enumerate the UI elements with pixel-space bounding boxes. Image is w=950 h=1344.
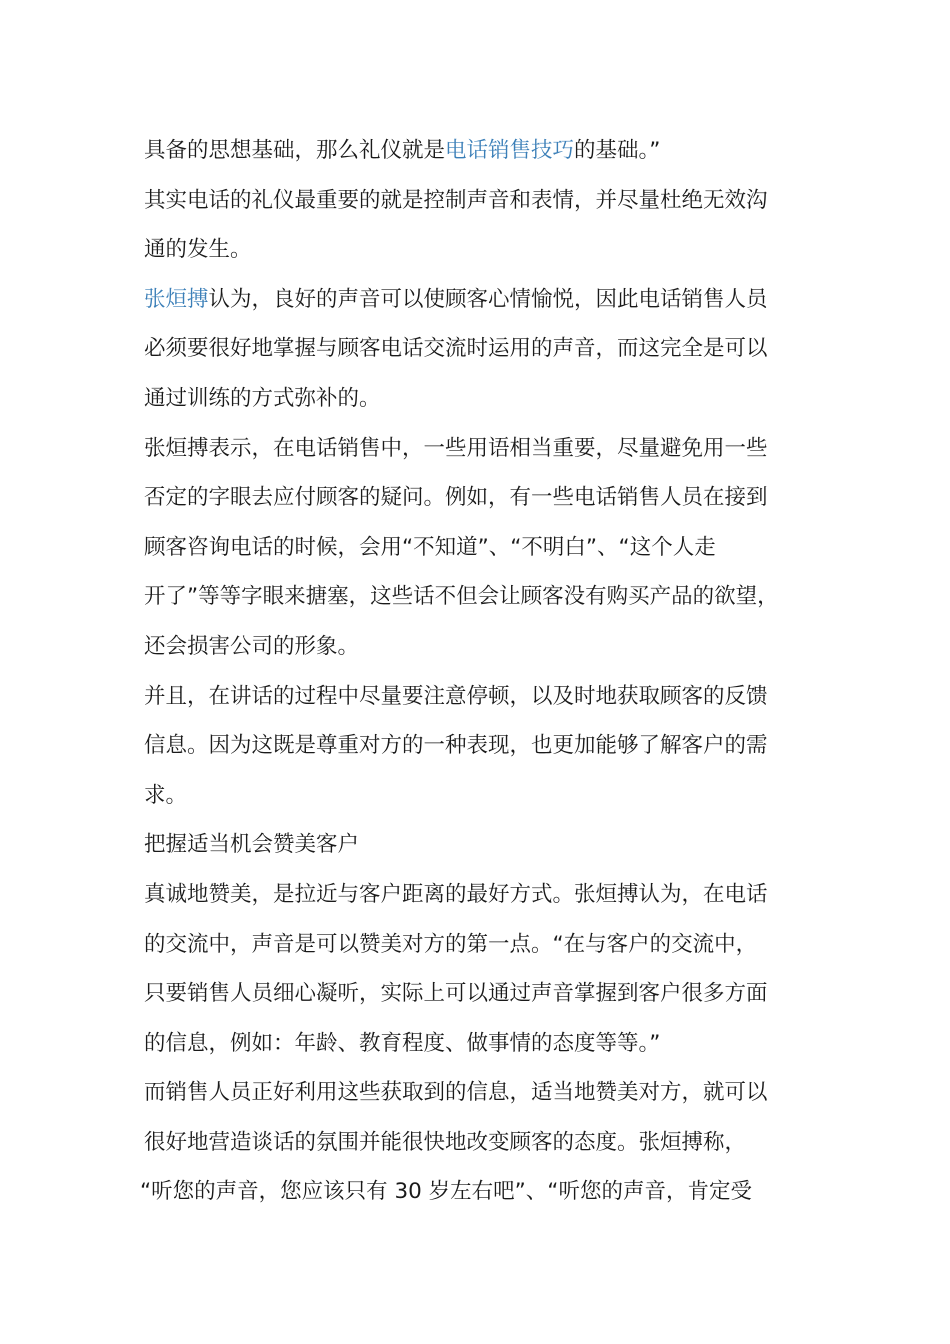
document-body	[140, 126, 809, 1217]
text-line-13	[144, 721, 809, 771]
text-line-18	[144, 969, 809, 1019]
line-text: 信息。因为这既是尊重对方的一种表现，也更加能够了解客户的需	[144, 733, 768, 759]
link-phone-sales-skills[interactable]: 电话销售技巧	[445, 138, 575, 163]
text-line-6	[144, 374, 809, 424]
text-line-8	[144, 473, 809, 523]
text-line-16	[144, 870, 809, 920]
link-zhang-xuanbo[interactable]: 张烜搏	[144, 286, 209, 312]
line-text: 通的发生。	[144, 237, 252, 263]
text-line-17	[144, 920, 809, 970]
line-text: 并且，在讲话的过程中尽量要注意停顿，以及时地获取顾客的反馈	[144, 683, 768, 709]
line-text: 必须要很好地掌握与顾客电话交流时运用的声音，而这完全是可以	[144, 336, 768, 362]
text-line-5	[144, 324, 809, 374]
text-line-20	[144, 1068, 809, 1118]
line-text: 求。	[144, 782, 188, 808]
heading-text: 把握适当机会赞美客户	[144, 832, 360, 858]
line-text: 其实电话的礼仪最重要的就是控制声音和表情，并尽量杜绝无效沟	[144, 187, 768, 213]
line-text: 真诚地赞美，是拉近与客户距离的最好方式。张烜搏认为，在电话	[144, 881, 768, 907]
text-line-12	[144, 672, 809, 722]
line-text: 而销售人员正好利用这些获取到的信息，适当地赞美对方，就可以	[144, 1080, 768, 1106]
text-line-9	[144, 523, 809, 573]
line-text: 开了”等等字眼来搪塞，这些话不但会让顾客没有购买产品的欲望，	[144, 584, 779, 610]
text-line-7	[144, 424, 809, 474]
text-line-4	[144, 275, 809, 325]
text-line-10	[144, 572, 809, 622]
line-text: 很好地营造谈话的氛围并能很快地改变顾客的态度。张烜搏称，	[144, 1129, 747, 1155]
text-line-3	[144, 225, 809, 275]
line-text: 通过训练的方式弥补的。	[144, 385, 381, 411]
line-text: 顾客咨询电话的时候，会用“不知道”、“不明白”、“这个人走	[144, 534, 716, 560]
line-text: 认为，良好的声音可以使顾客心情愉悦，因此电话销售人员	[208, 286, 768, 312]
text-line-1	[144, 126, 809, 176]
line-text: 否定的字眼去应付顾客的疑问。例如，有一些电话销售人员在接到	[144, 485, 768, 511]
text-line-14	[144, 771, 809, 821]
text-line-19	[144, 1019, 809, 1069]
line-text: 还会损害公司的形象。	[144, 633, 360, 659]
line-text: 具备的思想基础，那么礼仪就是	[144, 138, 446, 163]
text-line-22	[140, 1167, 809, 1217]
line-text: 的交流中，声音是可以赞美对方的第一点。“在与客户的交流中，	[144, 931, 758, 957]
line-text: “听您的声音，您应该只有 30 岁左右吧”、“听您的声音，肯定受	[140, 1179, 752, 1205]
section-heading	[144, 820, 809, 870]
line-text: 只要销售人员细心凝听，实际上可以通过声音掌握到客户很多方面	[144, 981, 768, 1007]
text-line-21	[144, 1118, 809, 1168]
line-text: 的基础。”	[574, 138, 661, 163]
text-line-2	[144, 176, 809, 226]
text-line-11	[144, 622, 809, 672]
line-text: 的信息，例如：年龄、教育程度、做事情的态度等等。”	[144, 1030, 661, 1056]
line-text: 张烜搏表示，在电话销售中，一些用语相当重要，尽量避免用一些	[144, 435, 768, 461]
